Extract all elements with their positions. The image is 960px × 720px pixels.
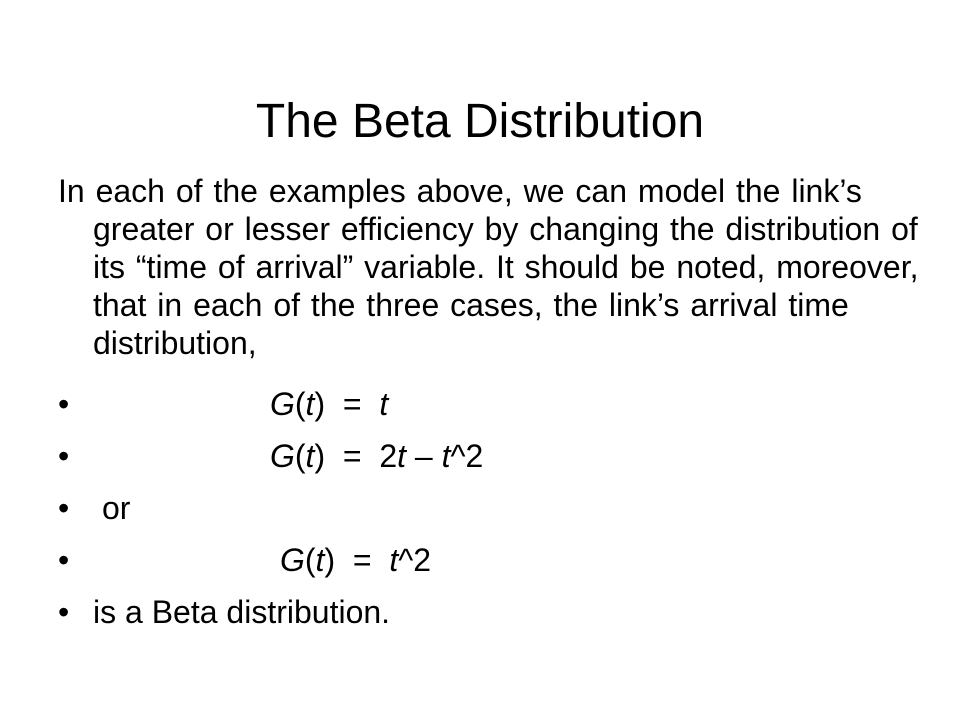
bullet-item-4: [58, 541, 908, 593]
formula-variable: t: [379, 386, 389, 422]
formula-variable: t: [315, 542, 325, 578]
formula-variable: t: [397, 438, 407, 474]
formula-text: or: [102, 490, 131, 526]
bullet-dot: •: [58, 542, 70, 578]
bullet-item-1: [58, 385, 908, 437]
formula-text: (: [304, 542, 316, 578]
bullet-formula-3: [280, 541, 431, 579]
formula-text: ^2: [450, 438, 484, 474]
bullet-item-2: [58, 437, 908, 489]
formula-text: ) =: [314, 386, 380, 422]
bullet-list: [58, 385, 908, 645]
bullet-dot: •: [58, 386, 70, 422]
bullet-formula-1: [270, 385, 388, 423]
bullet-item-5: [58, 593, 908, 645]
formula-text: ^2: [398, 542, 432, 578]
formula-variable: G: [270, 438, 295, 474]
formula-text: (: [294, 438, 306, 474]
bullet-text-conclusion: [93, 593, 390, 631]
formula-text: (: [294, 386, 306, 422]
intro-paragraph: In each of the examples above, we can model the link’s greater or lesser efficiency by changing the distribution of its “time of arrival” variable. It should be noted, moreover, that in each of the three cases, the link’s arrival time distribution,: [58, 173, 919, 361]
bullet-dot: •: [58, 490, 70, 526]
formula-variable: t: [389, 542, 399, 578]
formula-variable: t: [305, 386, 315, 422]
bullet-text-or: [102, 489, 130, 527]
formula-variable: G: [280, 542, 305, 578]
formula-text: ) =: [324, 542, 390, 578]
bullet-dot: •: [58, 438, 70, 474]
formula-text: –: [406, 438, 442, 474]
bullet-formula-2: [270, 437, 483, 475]
bullet-item-3: [58, 489, 908, 541]
slide-title: The Beta Distribution: [255, 95, 705, 148]
formula-text: ) = 2: [314, 438, 398, 474]
formula-variable: t: [441, 438, 451, 474]
formula-text: is a Beta distribution.: [93, 594, 391, 630]
bullet-dot: •: [58, 594, 70, 630]
formula-variable: G: [270, 386, 295, 422]
formula-variable: t: [305, 438, 315, 474]
